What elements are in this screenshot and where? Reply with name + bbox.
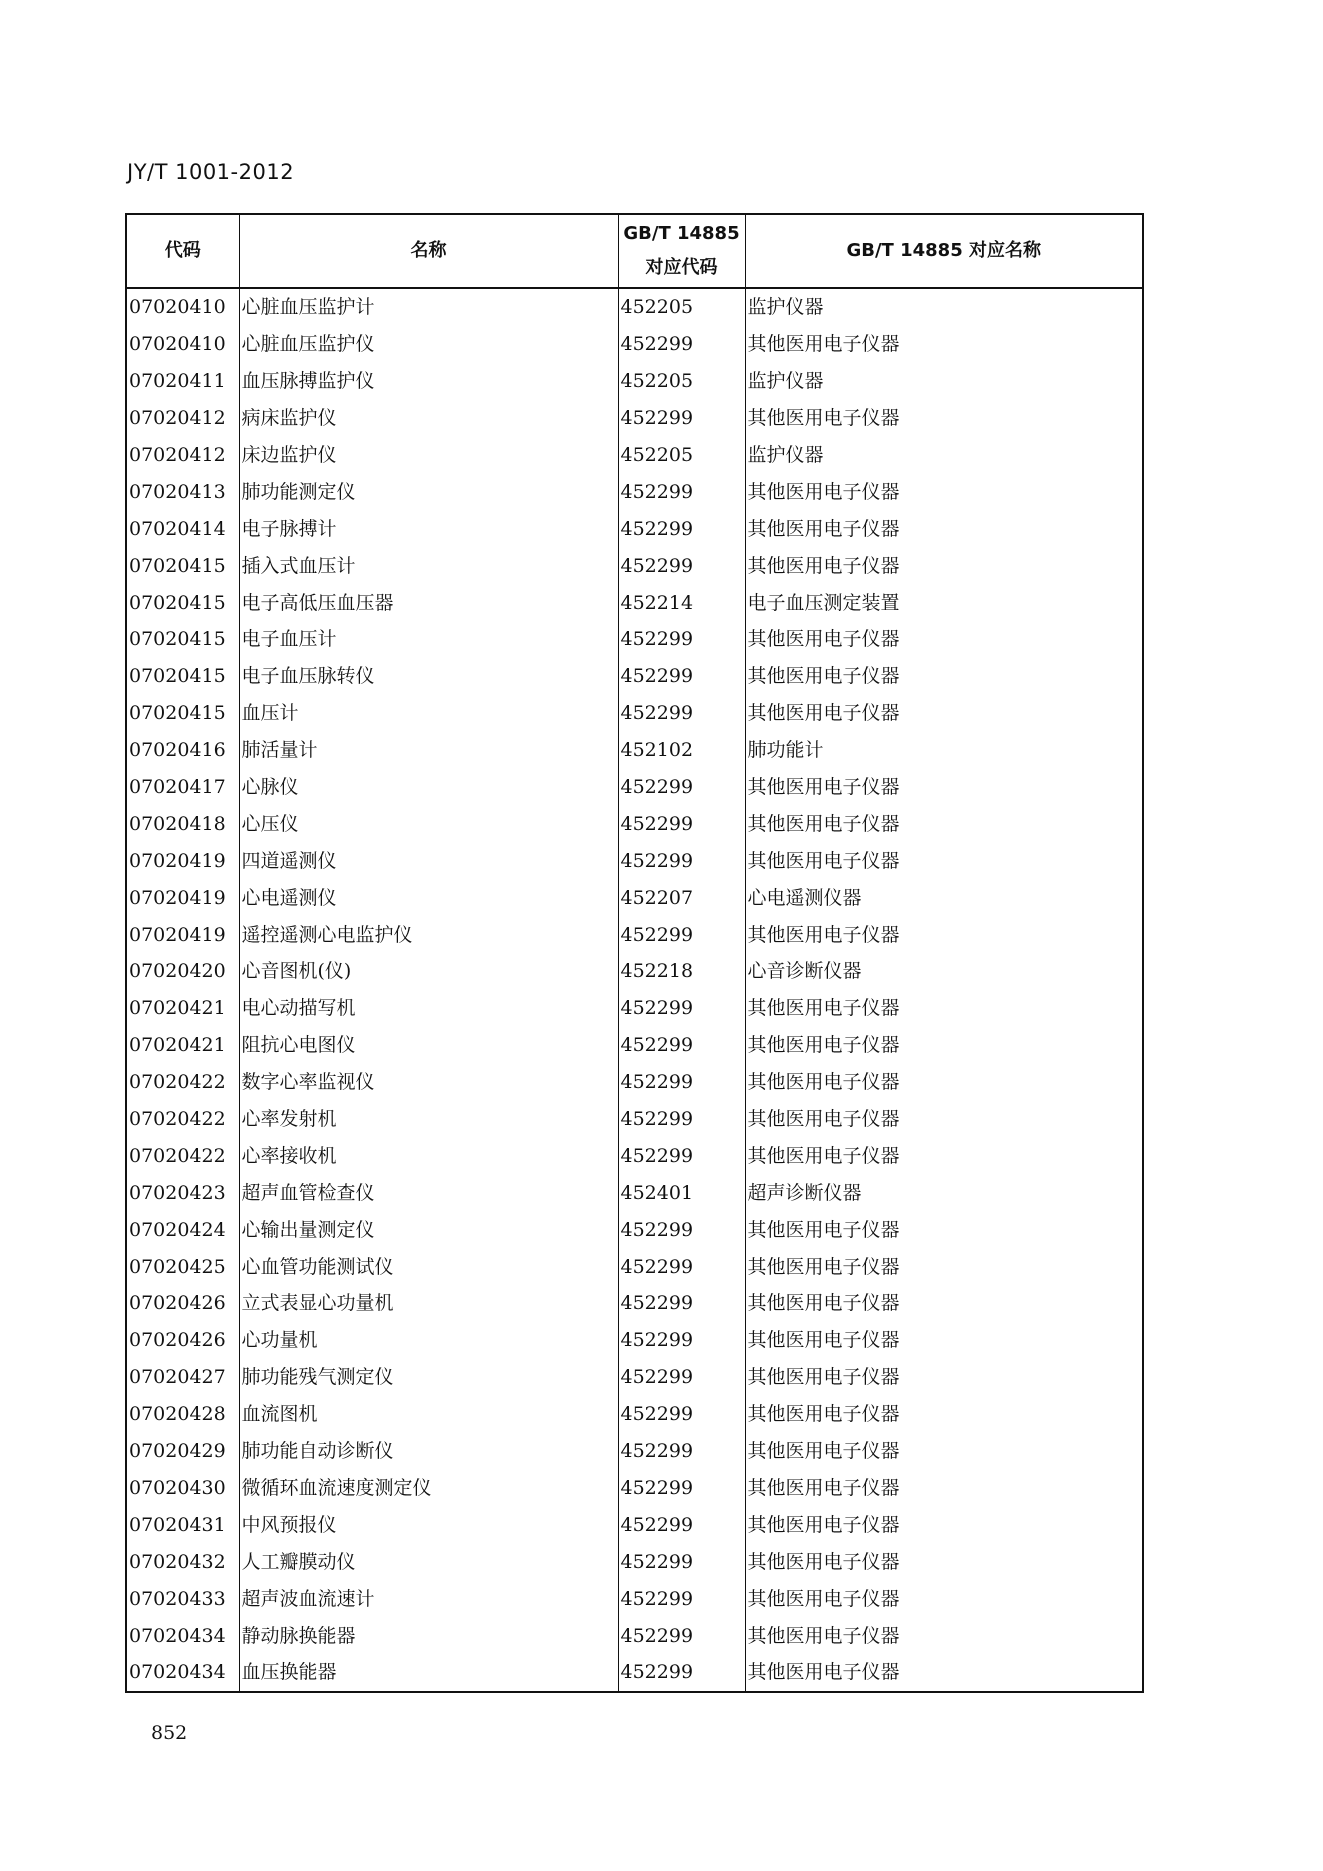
cell-gb-code: 452299	[618, 1470, 745, 1507]
cell-gb-code: 452299	[618, 990, 745, 1027]
cell-code: 07020422	[126, 1064, 239, 1101]
cell-gb-name: 其他医用电子仪器	[745, 990, 1143, 1027]
cell-gb-code: 452207	[618, 879, 745, 916]
cell-name: 电子高低压血压器	[239, 584, 618, 621]
cell-code: 07020415	[126, 584, 239, 621]
cell-gb-name: 其他医用电子仪器	[745, 695, 1143, 732]
cell-name: 超声血管检查仪	[239, 1174, 618, 1211]
cell-gb-code: 452299	[618, 1506, 745, 1543]
cell-name: 电子血压脉转仪	[239, 658, 618, 695]
header-code: 代码	[126, 214, 239, 288]
cell-gb-name: 其他医用电子仪器	[745, 1322, 1143, 1359]
cell-name: 心音图机(仪)	[239, 953, 618, 990]
cell-code: 07020434	[126, 1654, 239, 1692]
cell-name: 数字心率监视仪	[239, 1064, 618, 1101]
cell-gb-code: 452299	[618, 473, 745, 510]
cell-name: 肺功能残气测定仪	[239, 1359, 618, 1396]
cell-gb-name: 其他医用电子仪器	[745, 1359, 1143, 1396]
cell-code: 07020414	[126, 510, 239, 547]
cell-gb-name: 心音诊断仪器	[745, 953, 1143, 990]
table-row	[126, 695, 1143, 732]
cell-gb-name: 其他医用电子仪器	[745, 769, 1143, 806]
table-row	[126, 953, 1143, 990]
cell-gb-name: 其他医用电子仪器	[745, 842, 1143, 879]
cell-name: 心压仪	[239, 805, 618, 842]
cell-code: 07020419	[126, 916, 239, 953]
cell-name: 电子脉搏计	[239, 510, 618, 547]
cell-gb-name: 其他医用电子仪器	[745, 916, 1143, 953]
cell-gb-name: 其他医用电子仪器	[745, 1396, 1143, 1433]
cell-code: 07020415	[126, 547, 239, 584]
cell-gb-name: 其他医用电子仪器	[745, 1211, 1143, 1248]
table-row	[126, 437, 1143, 474]
cell-code: 07020424	[126, 1211, 239, 1248]
cell-gb-name: 其他医用电子仪器	[745, 326, 1143, 363]
table-row	[126, 658, 1143, 695]
table-row	[126, 732, 1143, 769]
cell-gb-name: 监护仪器	[745, 288, 1143, 326]
cell-name: 心功量机	[239, 1322, 618, 1359]
table-row	[126, 916, 1143, 953]
cell-gb-name: 监护仪器	[745, 437, 1143, 474]
standard-code: JY/T 1001-2012	[127, 160, 295, 184]
cell-gb-name: 其他医用电子仪器	[745, 621, 1143, 658]
cell-name: 心率发射机	[239, 1101, 618, 1138]
cell-code: 07020427	[126, 1359, 239, 1396]
cell-gb-code: 452299	[618, 1211, 745, 1248]
table-row	[126, 547, 1143, 584]
cell-code: 07020412	[126, 400, 239, 437]
cell-name: 心电遥测仪	[239, 879, 618, 916]
cell-gb-code: 452205	[618, 288, 745, 326]
cell-gb-code: 452299	[618, 916, 745, 953]
cell-code: 07020423	[126, 1174, 239, 1211]
table-row	[126, 473, 1143, 510]
header-gb-code-line1: GB/T 14885	[623, 223, 740, 244]
cell-name: 肺功能测定仪	[239, 473, 618, 510]
table-row	[126, 1470, 1143, 1507]
cell-gb-name: 超声诊断仪器	[745, 1174, 1143, 1211]
cell-gb-name: 其他医用电子仪器	[745, 1506, 1143, 1543]
table-row	[126, 621, 1143, 658]
cell-gb-code: 452299	[618, 842, 745, 879]
equipment-code-table	[125, 213, 1144, 1693]
cell-gb-code: 452299	[618, 621, 745, 658]
cell-gb-name: 其他医用电子仪器	[745, 510, 1143, 547]
cell-gb-code: 452205	[618, 437, 745, 474]
table-row	[126, 1580, 1143, 1617]
cell-name: 血压换能器	[239, 1654, 618, 1692]
cell-name: 血流图机	[239, 1396, 618, 1433]
page-number: 852	[151, 1722, 188, 1744]
cell-name: 肺功能自动诊断仪	[239, 1433, 618, 1470]
cell-gb-code: 452299	[618, 1064, 745, 1101]
table-row	[126, 1617, 1143, 1654]
cell-gb-name: 其他医用电子仪器	[745, 1470, 1143, 1507]
cell-name: 床边监护仪	[239, 437, 618, 474]
cell-gb-code: 452299	[618, 769, 745, 806]
cell-name: 心脏血压监护仪	[239, 326, 618, 363]
cell-code: 07020419	[126, 842, 239, 879]
table-row	[126, 1101, 1143, 1138]
cell-gb-code: 452299	[618, 1396, 745, 1433]
table-row	[126, 1174, 1143, 1211]
cell-gb-name: 其他医用电子仪器	[745, 400, 1143, 437]
cell-code: 07020422	[126, 1137, 239, 1174]
cell-gb-name: 其他医用电子仪器	[745, 1248, 1143, 1285]
cell-gb-name: 其他医用电子仪器	[745, 658, 1143, 695]
table-row	[126, 1359, 1143, 1396]
table-row	[126, 363, 1143, 400]
cell-code: 07020419	[126, 879, 239, 916]
cell-code: 07020426	[126, 1285, 239, 1322]
cell-gb-name: 其他医用电子仪器	[745, 1027, 1143, 1064]
cell-code: 07020426	[126, 1322, 239, 1359]
header-gb-code-line2: 对应代码	[645, 257, 718, 278]
cell-gb-name: 其他医用电子仪器	[745, 1617, 1143, 1654]
table-row	[126, 288, 1143, 326]
table-row	[126, 1248, 1143, 1285]
cell-gb-name: 其他医用电子仪器	[745, 1580, 1143, 1617]
cell-gb-name: 电子血压测定装置	[745, 584, 1143, 621]
cell-name: 病床监护仪	[239, 400, 618, 437]
cell-code: 07020413	[126, 473, 239, 510]
cell-gb-code: 452299	[618, 400, 745, 437]
cell-gb-code: 452299	[618, 547, 745, 584]
cell-gb-code: 452218	[618, 953, 745, 990]
cell-gb-name: 其他医用电子仪器	[745, 1433, 1143, 1470]
table-row	[126, 1396, 1143, 1433]
cell-code: 07020415	[126, 695, 239, 732]
cell-gb-name: 其他医用电子仪器	[745, 1543, 1143, 1580]
cell-name: 心率接收机	[239, 1137, 618, 1174]
cell-name: 遥控遥测心电监护仪	[239, 916, 618, 953]
table-row	[126, 1064, 1143, 1101]
cell-gb-name: 其他医用电子仪器	[745, 1654, 1143, 1692]
cell-code: 07020430	[126, 1470, 239, 1507]
cell-code: 07020434	[126, 1617, 239, 1654]
cell-code: 07020415	[126, 621, 239, 658]
cell-name: 立式表显心功量机	[239, 1285, 618, 1322]
cell-gb-name: 其他医用电子仪器	[745, 547, 1143, 584]
cell-code: 07020432	[126, 1543, 239, 1580]
cell-code: 07020431	[126, 1506, 239, 1543]
cell-gb-code: 452299	[618, 1654, 745, 1692]
table-row	[126, 879, 1143, 916]
table-row	[126, 805, 1143, 842]
cell-gb-code: 452214	[618, 584, 745, 621]
cell-gb-code: 452299	[618, 1285, 745, 1322]
table-header	[126, 214, 1143, 288]
cell-gb-code: 452401	[618, 1174, 745, 1211]
header-gb-code	[618, 214, 745, 288]
cell-code: 07020429	[126, 1433, 239, 1470]
cell-gb-code: 452205	[618, 363, 745, 400]
cell-gb-name: 肺功能计	[745, 732, 1143, 769]
cell-name: 电心动描写机	[239, 990, 618, 1027]
table-row	[126, 1137, 1143, 1174]
cell-gb-code: 452299	[618, 1359, 745, 1396]
cell-gb-name: 其他医用电子仪器	[745, 1064, 1143, 1101]
cell-gb-code: 452299	[618, 1101, 745, 1138]
cell-name: 阻抗心电图仪	[239, 1027, 618, 1064]
cell-code: 07020418	[126, 805, 239, 842]
cell-name: 血压计	[239, 695, 618, 732]
cell-gb-name: 其他医用电子仪器	[745, 805, 1143, 842]
cell-name: 心脉仪	[239, 769, 618, 806]
cell-gb-name: 其他医用电子仪器	[745, 1137, 1143, 1174]
cell-name: 肺活量计	[239, 732, 618, 769]
cell-code: 07020415	[126, 658, 239, 695]
cell-gb-code: 452299	[618, 1137, 745, 1174]
cell-code: 07020422	[126, 1101, 239, 1138]
cell-gb-code: 452299	[618, 695, 745, 732]
table-row	[126, 326, 1143, 363]
table-row	[126, 1506, 1143, 1543]
cell-name: 四道遥测仪	[239, 842, 618, 879]
cell-gb-code: 452299	[618, 1248, 745, 1285]
cell-gb-code: 452299	[618, 658, 745, 695]
cell-name: 人工瓣膜动仪	[239, 1543, 618, 1580]
table-row	[126, 510, 1143, 547]
cell-code: 07020411	[126, 363, 239, 400]
cell-code: 07020421	[126, 990, 239, 1027]
cell-gb-code: 452102	[618, 732, 745, 769]
cell-code: 07020416	[126, 732, 239, 769]
table-row	[126, 1543, 1143, 1580]
cell-name: 插入式血压计	[239, 547, 618, 584]
table-row	[126, 584, 1143, 621]
table-row	[126, 1211, 1143, 1248]
table-row	[126, 1433, 1143, 1470]
cell-gb-code: 452299	[618, 1433, 745, 1470]
cell-gb-name: 监护仪器	[745, 363, 1143, 400]
cell-gb-code: 452299	[618, 1580, 745, 1617]
cell-name: 血压脉搏监护仪	[239, 363, 618, 400]
cell-name: 中风预报仪	[239, 1506, 618, 1543]
table-row	[126, 400, 1143, 437]
cell-gb-code: 452299	[618, 510, 745, 547]
header-name: 名称	[239, 214, 618, 288]
cell-gb-name: 其他医用电子仪器	[745, 473, 1143, 510]
table-row	[126, 842, 1143, 879]
table-row	[126, 1322, 1143, 1359]
cell-gb-code: 452299	[618, 805, 745, 842]
cell-name: 心血管功能测试仪	[239, 1248, 618, 1285]
cell-gb-name: 其他医用电子仪器	[745, 1285, 1143, 1322]
cell-gb-name: 心电遥测仪器	[745, 879, 1143, 916]
table-row	[126, 1285, 1143, 1322]
cell-gb-code: 452299	[618, 1027, 745, 1064]
cell-name: 静动脉换能器	[239, 1617, 618, 1654]
table-row	[126, 769, 1143, 806]
cell-gb-code: 452299	[618, 326, 745, 363]
cell-code: 07020421	[126, 1027, 239, 1064]
cell-code: 07020420	[126, 953, 239, 990]
cell-name: 超声波血流速计	[239, 1580, 618, 1617]
cell-name: 电子血压计	[239, 621, 618, 658]
cell-name: 微循环血流速度测定仪	[239, 1470, 618, 1507]
table-header-row	[126, 214, 1143, 288]
table-row	[126, 1027, 1143, 1064]
cell-gb-name: 其他医用电子仪器	[745, 1101, 1143, 1138]
cell-code: 07020410	[126, 288, 239, 326]
cell-gb-code: 452299	[618, 1543, 745, 1580]
cell-code: 07020433	[126, 1580, 239, 1617]
cell-code: 07020410	[126, 326, 239, 363]
cell-gb-code: 452299	[618, 1617, 745, 1654]
cell-code: 07020417	[126, 769, 239, 806]
header-gb-name: GB/T 14885 对应名称	[745, 214, 1143, 288]
cell-code: 07020412	[126, 437, 239, 474]
cell-name: 心脏血压监护计	[239, 288, 618, 326]
table-row	[126, 990, 1143, 1027]
table-row	[126, 1654, 1143, 1692]
cell-gb-code: 452299	[618, 1322, 745, 1359]
cell-code: 07020425	[126, 1248, 239, 1285]
cell-name: 心输出量测定仪	[239, 1211, 618, 1248]
cell-code: 07020428	[126, 1396, 239, 1433]
table-body	[126, 288, 1143, 1692]
